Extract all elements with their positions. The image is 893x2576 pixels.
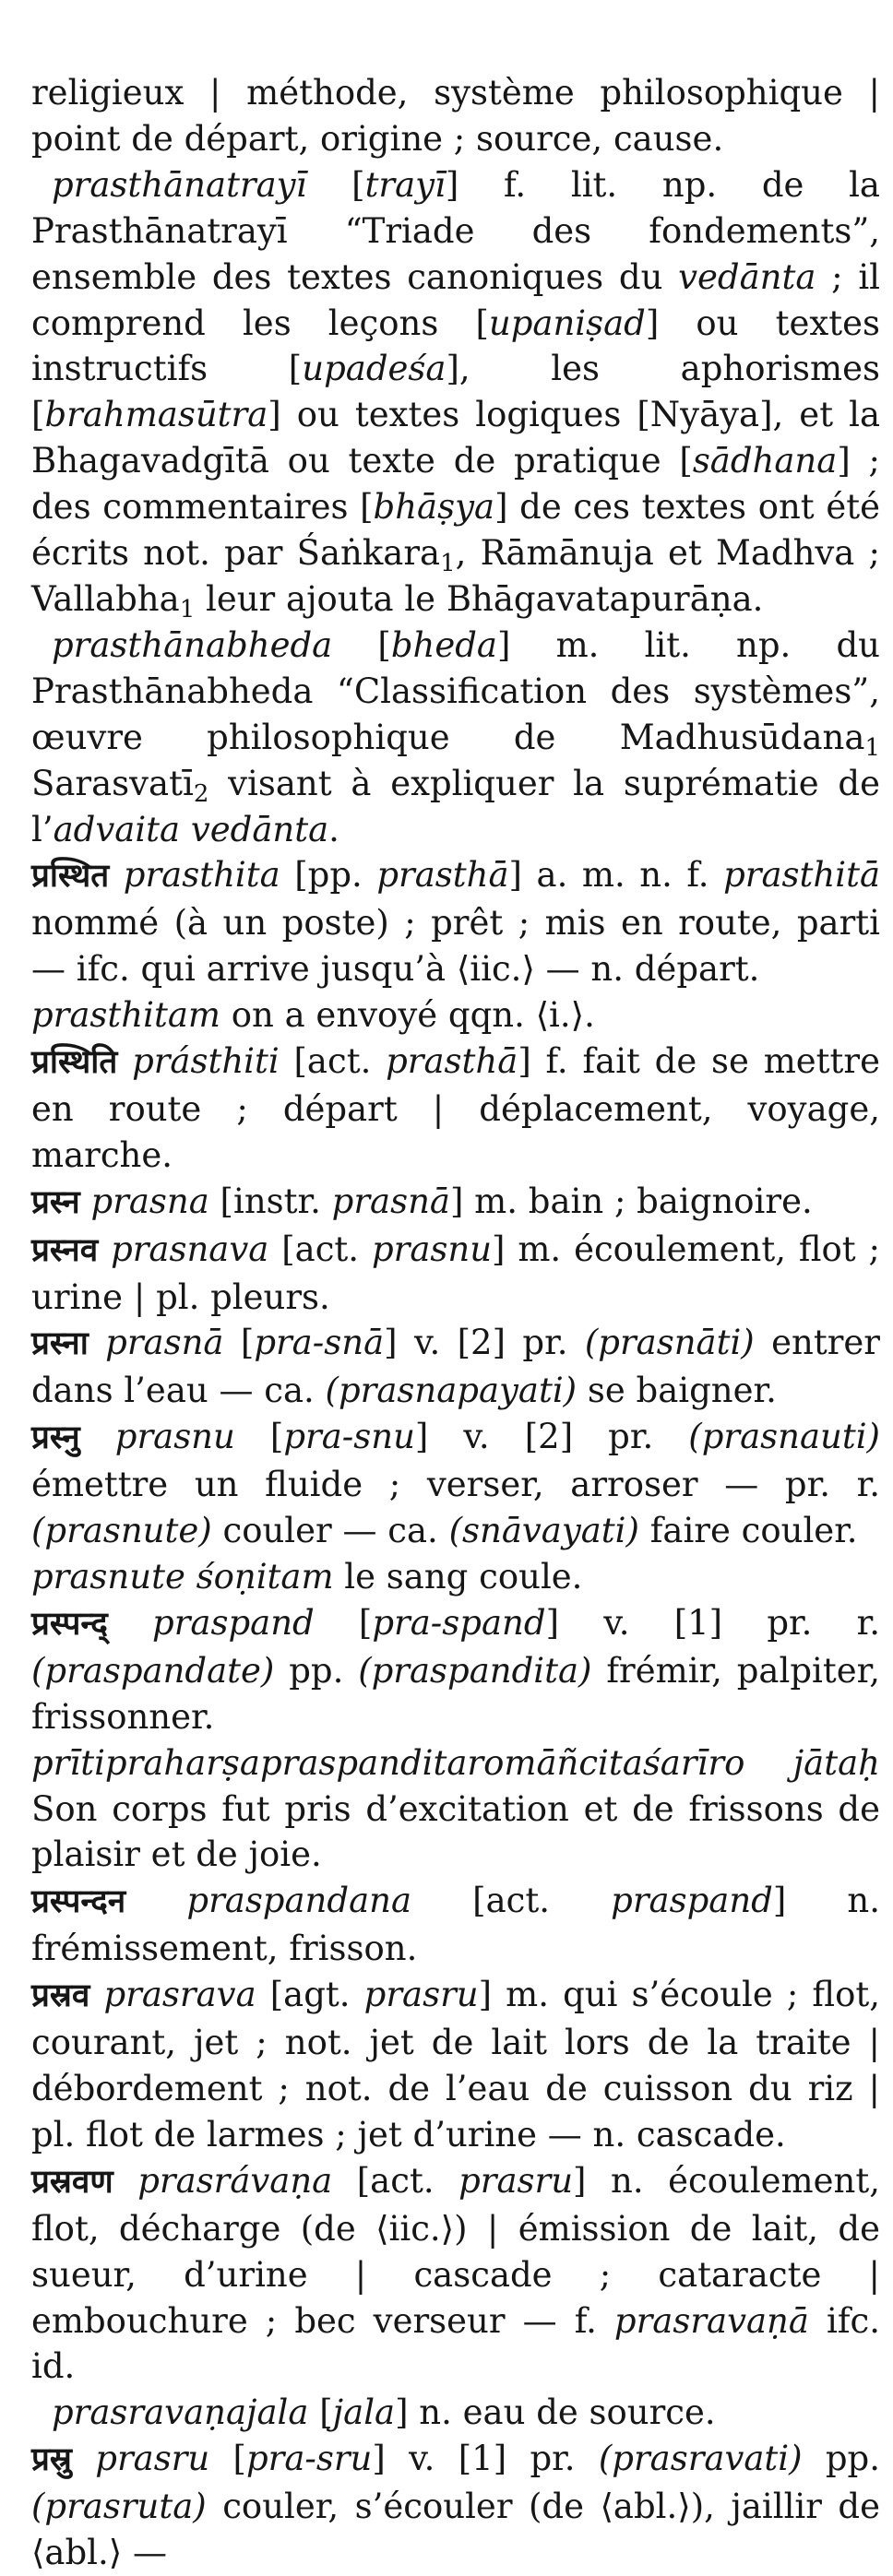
entry-text: faire couler. [638, 1511, 858, 1551]
italic-term: upaniṣad [488, 303, 646, 343]
entry-text: pp. [802, 2439, 880, 2479]
italic-term: advaita vedānta [53, 809, 329, 849]
entry-text: ] f. lit. np. de la Prasthānatrayī “Triade des fondements”, ensemble des textes canoniques du [31, 164, 880, 297]
entry-text: [ [223, 1323, 255, 1363]
entry-text: ifc. id. [31, 2300, 880, 2387]
italic-term: vedānta [678, 256, 816, 297]
italic-term: (prasnauti) [688, 1417, 880, 1457]
dictionary-entry [31, 852, 880, 992]
italic-term: prasrávaṇa [137, 2160, 333, 2201]
dictionary-entry [31, 1227, 880, 1321]
devanagari-headword: प्रस्न [31, 1183, 80, 1221]
entry-text: pp. [274, 1650, 359, 1691]
dictionary-entry [31, 1740, 880, 1879]
entry-text: le sang coule. [333, 1557, 583, 1597]
subscript-index: 2 [193, 779, 209, 808]
entry-text: [pp. [280, 855, 377, 896]
entry-text: ] m. qui s’écoule ; flot, courant, jet ; not. jet de lait lors de la traite | débordement ; not. de l’eau de cuisson du riz | pl. flot de larmes ; jet d’urine — n. cascade. [31, 1975, 880, 2155]
dictionary-entry [31, 2436, 880, 2576]
entry-text: ] f. fait de se mettre en route ; départ | déplacement, voyage, marche. [31, 1041, 880, 1175]
dictionary-entry [31, 1179, 880, 1227]
entry-text: [act. [268, 1229, 372, 1269]
dictionary-entry [31, 2158, 880, 2391]
italic-term: upadeśa [302, 349, 446, 389]
entry-text: ] n. eau de source. [395, 2392, 716, 2433]
devanagari-headword: प्रस्नव [31, 1231, 99, 1269]
devanagari-headword: प्रस्ना [31, 1325, 89, 1363]
entry-text: ], les aphorismes [ [31, 349, 881, 435]
entry-text: ] ; des commentaires [ [31, 441, 880, 528]
entry-text: couler, s’écouler (de ⟨abl.⟩), jaillir de ⟨abl.⟩ — [31, 2487, 880, 2573]
entry-text: couler — ca. [211, 1511, 449, 1551]
dictionary-page [31, 70, 880, 2576]
italic-term: (prasnute) [31, 1511, 212, 1551]
entry-text: [act. [332, 2160, 459, 2201]
dictionary-entry [31, 992, 880, 1039]
italic-term: prasru [363, 1975, 479, 2015]
entry-text: , Rāmānuja et Madhva ; Vallabha [31, 533, 880, 619]
entry-text: leur ajouta le Bhāgavatapurāṇa. [195, 578, 764, 619]
entry-text: se baigner. [577, 1371, 777, 1411]
italic-term: pra-sru [245, 2439, 373, 2479]
entry-text: ] m. écoulement, flot ; urine | pl. pleurs. [31, 1229, 881, 1317]
italic-term: prasru [95, 2439, 210, 2479]
entry-text [113, 2161, 138, 2201]
entry-text: [ [314, 1602, 373, 1643]
entry-text [109, 855, 124, 895]
entry-text [80, 1417, 115, 1456]
entry-text: nommé (à un poste) ; prêt ; mis en route, parti — ifc. qui arrive jusqu’à ⟨iic.⟩ — n. départ. [31, 903, 880, 990]
entry-text: [instr. [208, 1181, 332, 1221]
entry-text: ] ou textes instructifs [ [31, 303, 880, 389]
entry-text [117, 1041, 132, 1081]
entry-text: émettre un fluide ; verser, arroser — pr. r. [31, 1465, 880, 1505]
italic-term: prasthitā [723, 855, 881, 896]
italic-term: prasthā [386, 1041, 518, 1082]
entry-text: ] m. lit. np. du Prasthānabheda “Classification des systèmes”, œuvre philosophique de Madhusūdana [31, 624, 880, 757]
italic-term: prītipraharṣapraspanditaromāñcitaśarīro jātaḥ [31, 1742, 880, 1783]
italic-term: bhāṣya [373, 487, 495, 528]
subscript-index: 1 [179, 595, 196, 623]
devanagari-headword: प्रस्नु [31, 1419, 80, 1457]
italic-term: prasthānatrayī [52, 164, 307, 205]
italic-term: prasru [458, 2160, 574, 2201]
subscript-index: 1 [864, 733, 880, 762]
italic-term: prasthita [123, 855, 280, 896]
entry-text: ] n. frémissement, frisson. [31, 1881, 881, 1969]
entry-text: on a envoyé qqn. ⟨i.⟩. [220, 995, 595, 1036]
entry-text [80, 1181, 91, 1221]
dictionary-entry [31, 1320, 880, 1414]
entry-text: ; il comprend les leçons [ [31, 256, 881, 343]
entry-text: [ [332, 624, 391, 665]
entry-text [98, 1229, 111, 1269]
sub-entry [31, 2390, 880, 2436]
entry-text: ] a. m. n. f. [508, 855, 724, 896]
devanagari-headword: प्रस्रु [31, 2441, 72, 2479]
italic-term: prasthānabheda [52, 624, 333, 665]
italic-term: (prasnapayati) [325, 1371, 577, 1411]
entry-text: . [328, 809, 339, 849]
dictionary-entry [31, 1600, 880, 1740]
entry-text: entrer dans l’eau — ca. [31, 1323, 880, 1411]
subscript-index: 1 [440, 550, 456, 578]
entry-text: ] v. [1] pr. r. [545, 1602, 880, 1643]
dictionary-entry [31, 1878, 880, 1972]
italic-term: prasthā [376, 855, 509, 896]
italic-term: prasrava [103, 1975, 256, 2015]
entry-text: ] v. [2] pr. [384, 1323, 585, 1363]
dictionary-entry [31, 1414, 880, 1554]
italic-term: trayī [364, 164, 446, 205]
italic-term: praspand [611, 1881, 773, 1921]
entry-text: ] n. écoulement, flot, décharge (de ⟨iic.⟩) | émission de lait, de sueur, d’urine | cascade ; cataracte | embouchure ; bec verseur — f. [31, 2160, 880, 2341]
entry-text: ] v. [2] pr. [414, 1417, 689, 1457]
entry-text: frémir, palpiter, frissonner. [31, 1650, 880, 1737]
italic-term: prasnute śoṇitam [31, 1557, 334, 1597]
italic-term: prasnava [111, 1229, 269, 1269]
entry-text: [agt. [256, 1975, 364, 2015]
dictionary-entry [31, 70, 880, 162]
entry-text: ] ou textes logiques [Nyāya], et la Bhagavadgītā ou texte de pratique [ [31, 395, 880, 481]
entry-text: ] v. [1] pr. [372, 2439, 599, 2479]
italic-term: prasna [90, 1181, 209, 1221]
italic-term: prasravaṇā [613, 2300, 809, 2341]
devanagari-headword: प्रस्रवण [31, 2163, 113, 2201]
entry-text [108, 1603, 152, 1643]
entry-text: [ [234, 1417, 284, 1457]
italic-term: prasnu [371, 1229, 493, 1269]
devanagari-headword: प्रस्थित [31, 858, 110, 896]
devanagari-headword: प्रस्पन्द् [31, 1605, 108, 1643]
italic-term: (praspandita) [358, 1650, 592, 1691]
italic-term: prásthiti [132, 1041, 280, 1082]
entry-text [72, 2439, 95, 2478]
entry-text: Son corps fut pris d’excitation et de frissons de plaisir et de joie. [31, 1788, 880, 1875]
dictionary-entry [31, 1554, 880, 1600]
devanagari-headword: प्रस्थिति [31, 1044, 118, 1082]
entry-text: religieux | méthode, système philosophique | point de départ, origine ; source, cause. [31, 73, 880, 159]
entry-text: ] de ces textes ont été écrits not. par Śaṅkara [31, 487, 880, 574]
italic-term: bheda [390, 624, 497, 665]
entry-text: visant à expliquer la suprématie de l’ [31, 763, 880, 849]
italic-term: pra-snā [254, 1323, 385, 1363]
italic-term: prasravaṇajala [52, 2392, 309, 2433]
sub-entry [31, 162, 880, 623]
italic-term: prasnā [105, 1323, 224, 1363]
entry-text: [ [308, 2392, 333, 2433]
dictionary-entry [31, 1972, 880, 2158]
italic-term: brahmasūtra [44, 395, 268, 435]
italic-term: praspandana [186, 1881, 412, 1921]
sub-entry [31, 623, 880, 853]
italic-term: (prasruta) [31, 2487, 207, 2527]
italic-term: (praspandate) [31, 1650, 275, 1691]
entry-text [125, 1881, 186, 1920]
italic-term: (prasnāti) [584, 1323, 755, 1363]
italic-term: (prasravati) [598, 2439, 803, 2479]
italic-term: jala [332, 2392, 396, 2433]
italic-term: pra-spand [372, 1602, 546, 1643]
devanagari-headword: प्रस्रव [31, 1977, 90, 2015]
italic-term: prasnā [331, 1181, 450, 1221]
entry-text [89, 1975, 103, 2014]
italic-term: pra-snu [283, 1417, 415, 1457]
entry-text: [ [306, 164, 365, 205]
entry-text: [act. [279, 1041, 387, 1082]
entry-text: ] m. bain ; baignoire. [449, 1181, 813, 1221]
italic-term: praspand [152, 1602, 315, 1643]
dictionary-entry [31, 1039, 880, 1179]
entry-text: [ [209, 2439, 246, 2479]
entry-text [89, 1323, 105, 1362]
italic-term: sādhana [692, 441, 838, 481]
entry-text: Sarasvatī [31, 763, 194, 803]
italic-term: prasnu [114, 1417, 235, 1457]
italic-term: prasthitam [31, 995, 220, 1036]
entry-text: [act. [411, 1881, 612, 1921]
italic-term: (snāvayati) [448, 1511, 639, 1551]
devanagari-headword: प्रस्पन्दन [31, 1883, 126, 1921]
